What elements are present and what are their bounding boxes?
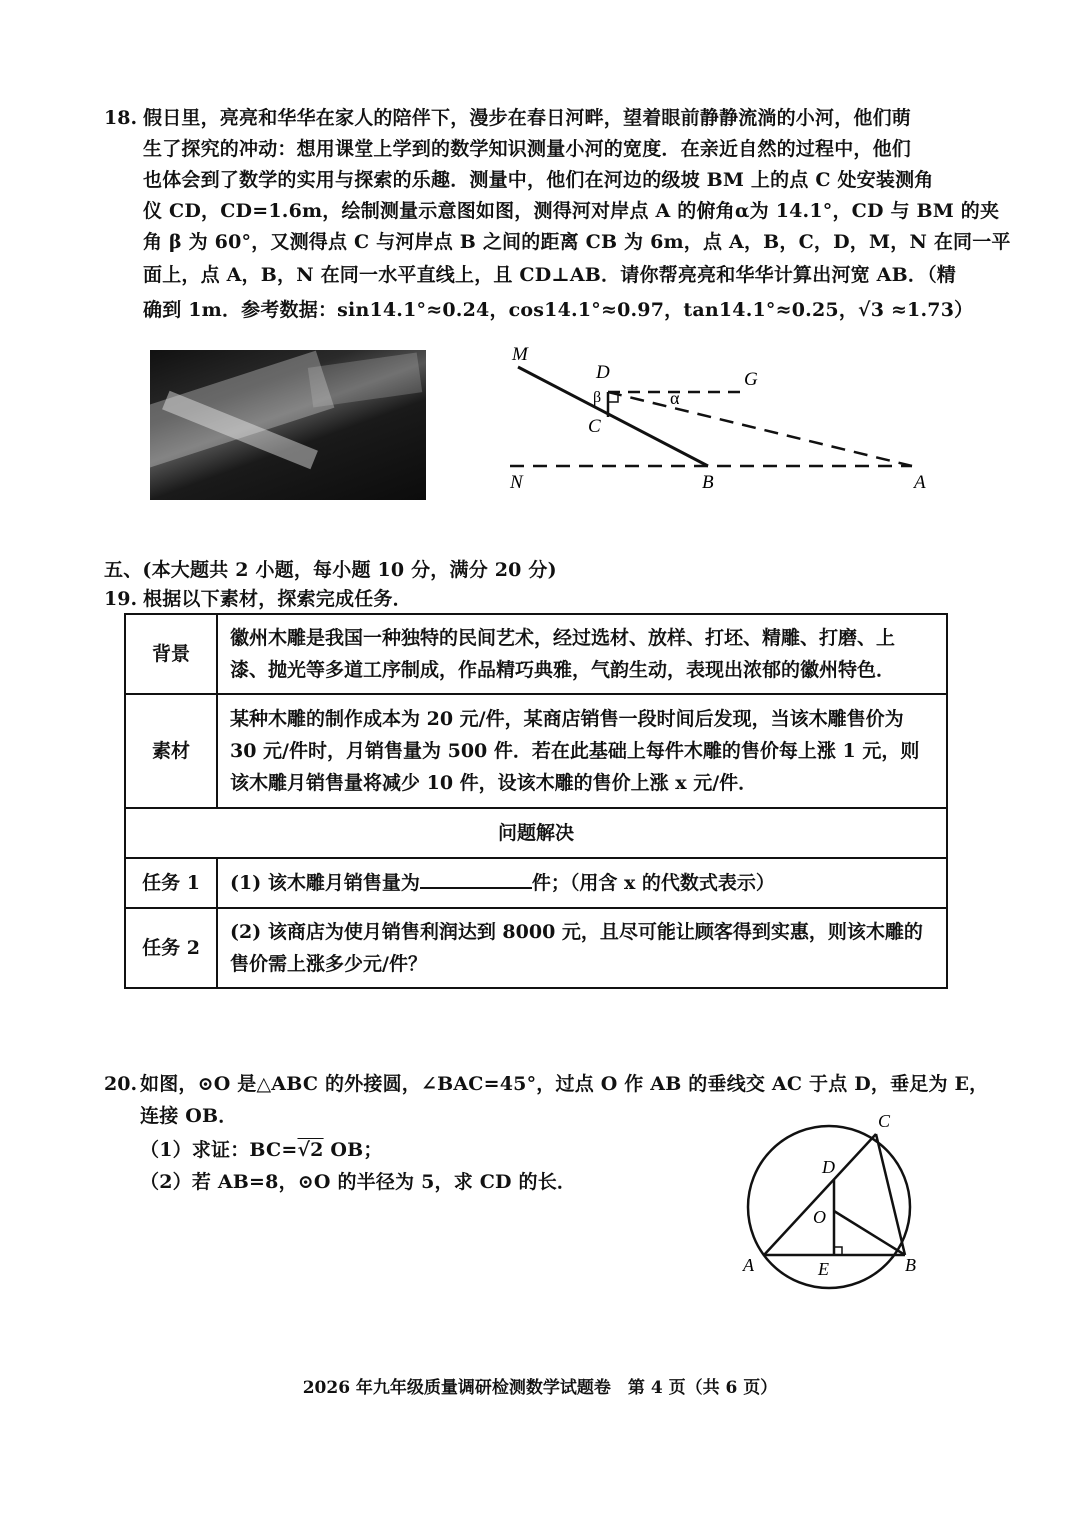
row-task-2 <box>125 908 947 988</box>
q20-part-1-text-a: （1）求证：BC= <box>140 1139 298 1161</box>
task-2-text-line-2: 售价需上涨多少元/件？ <box>230 953 427 975</box>
background-label: 背景 <box>125 614 217 694</box>
river-photo <box>150 350 426 500</box>
q20-part-2: （2）若 AB=8，⊙O 的半径为 5，求 CD 的长． <box>140 1171 577 1193</box>
row-material <box>125 694 947 808</box>
q18-line-1: 假日里，亮亮和华华在家人的陪伴下，漫步在春日河畔，望着眼前静静流淌的小河，他们萌 <box>143 107 912 129</box>
q19-intro: 根据以下素材，探索完成任务． <box>143 588 412 610</box>
material-text-line-2: 30 元/件时，月销售量为 500 件．若在此基础上每件木雕的售价每上涨 1 元，则 <box>230 740 920 762</box>
sightline-da <box>608 392 912 466</box>
q18-line-7: 确到 1m．参考数据：sin14.1°≈0.24，cos14.1°≈0.97，tan14.1°≈0.25，√3 ≈1.73） <box>143 299 974 321</box>
task-1-text-a: (1) 该木雕月销售量为 <box>230 872 420 894</box>
section-5-heading: 五、(本大题共 2 小题，每小题 10 分，满分 20 分) <box>104 559 557 581</box>
label-d: D <box>596 362 610 383</box>
question-18-number: 18. <box>104 107 138 129</box>
background-text <box>217 614 947 694</box>
question-19-number: 19. <box>104 588 138 610</box>
label-e: E <box>818 1259 829 1279</box>
q19-material-table <box>124 613 948 989</box>
label-alpha: α <box>670 388 680 408</box>
material-label: 素材 <box>125 694 217 808</box>
background-text-line-2: 漆、抛光等多道工序制成，作品精巧典雅，气韵生动，表现出浓郁的徽州特色． <box>230 659 896 681</box>
material-text-line-3: 该木雕月销售量将减少 10 件，设该木雕的售价上涨 x 元/件． <box>230 772 758 794</box>
q20-circle-diagram <box>735 1105 935 1305</box>
q18-line-4: 仪 CD，CD=1.6m，绘制测量示意图如图，测得河对岸点 A 的俯角α为 14.1°，CD 与 BM 的夹 <box>143 200 1000 222</box>
label-c: C <box>878 1111 891 1131</box>
label-c: C <box>588 416 601 437</box>
q20-part-1-text-b: OB； <box>323 1139 383 1161</box>
slope-line-mb <box>518 367 708 466</box>
segment-ob <box>834 1211 905 1255</box>
page-footer: 2026 年九年级质量调研检测数学试题卷 第 4 页（共 6 页） <box>302 1378 778 1398</box>
task-2-text-line-1: (2) 该商店为使月销售利润达到 8000 元，且尽可能让顾客得到实惠，则该木雕的 <box>230 921 923 943</box>
q20-line-1: 如图，⊙O 是△ABC 的外接圆，∠BAC=45°，过点 O 作 AB 的垂线交 AC 于点 D，垂足为 E， <box>140 1073 989 1095</box>
label-b: B <box>702 472 714 493</box>
task-1-answer-blank[interactable] <box>420 869 532 889</box>
label-m: M <box>512 344 528 365</box>
row-background <box>125 614 947 694</box>
row-task-1 <box>125 858 947 908</box>
label-n: N <box>510 472 523 493</box>
label-a: A <box>914 472 926 493</box>
segment-bc <box>876 1134 905 1255</box>
row-problem-header <box>125 808 947 858</box>
q20-line-2: 连接 OB． <box>140 1105 238 1127</box>
q20-part-1-sqrt: √2 <box>297 1139 324 1161</box>
segment-ac <box>764 1134 876 1255</box>
background-text-line-1: 徽州木雕是我国一种独特的民间艺术，经过选材、放样、打坯、精雕、打磨、上 <box>230 627 896 649</box>
q18-line-3: 也体会到了数学的实用与探索的乐趣．测量中，他们在河边的级坡 BM 上的点 C 处安装测角 <box>143 169 934 191</box>
label-g: G <box>744 369 758 390</box>
q18-measurement-diagram <box>500 340 950 500</box>
label-beta: β <box>593 389 602 406</box>
q18-line-2: 生了探究的冲动：想用课堂上学到的数学知识测量小河的宽度．在亲近自然的过程中，他们 <box>143 138 912 160</box>
q18-line-5: 角 β 为 60°，又测得点 C 与河岸点 B 之间的距离 CB 为 6m，点 A，B，C，D，M，N 在同一平 <box>143 231 1011 253</box>
task-2-text <box>217 908 947 988</box>
problem-header: 问题解决 <box>125 808 947 858</box>
label-o: O <box>813 1207 826 1227</box>
q20-part-1 <box>140 1138 383 1162</box>
q18-line-6: 面上，点 A，B，N 在同一水平直线上，且 CD⊥AB．请你帮亮亮和华华计算出河宽 AB．（精 <box>143 264 956 286</box>
task-1-text-b: 件；（用含 x 的代数式表示） <box>531 872 775 894</box>
label-b: B <box>905 1255 916 1275</box>
label-a: A <box>743 1255 754 1275</box>
circle-o <box>748 1126 910 1288</box>
material-text-line-1: 某种木雕的制作成本为 20 元/件，某商店销售一段时间后发现，当该木雕售价为 <box>230 708 904 730</box>
question-20-number: 20. <box>104 1073 138 1095</box>
label-d: D <box>822 1157 835 1177</box>
task-2-label: 任务 2 <box>125 908 217 988</box>
task-1-text <box>217 858 947 908</box>
task-1-label: 任务 1 <box>125 858 217 908</box>
material-text <box>217 694 947 808</box>
